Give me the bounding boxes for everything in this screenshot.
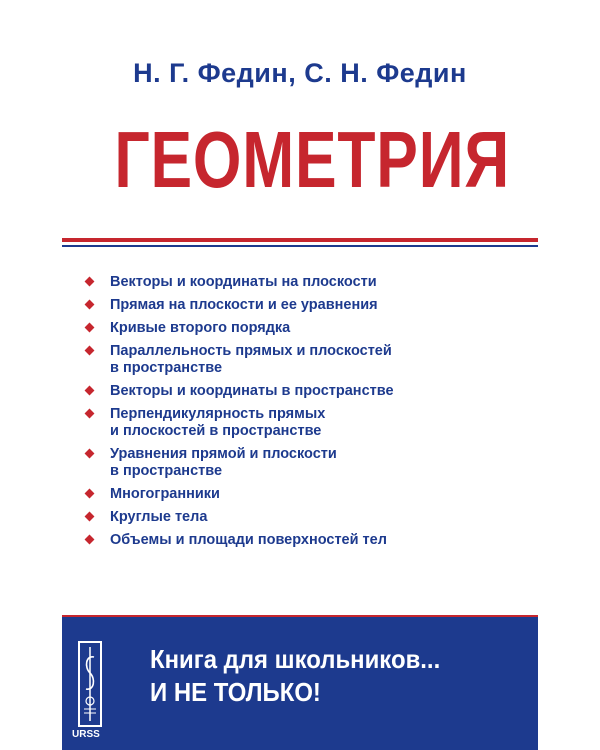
diamond-bullet-icon	[85, 323, 95, 333]
list-item-text: Векторы и координаты на плоскости	[110, 274, 377, 290]
list-item	[84, 297, 524, 314]
diamond-bullet-icon	[85, 449, 95, 459]
authors: Н. Г. Федин, С. Н. Федин	[133, 58, 467, 88]
diamond-bullet-icon	[85, 409, 95, 419]
slogan-line-1: Книга для школьников...	[150, 644, 441, 674]
list-item-text: Кривые второго порядка	[110, 320, 291, 336]
book-title: ГЕОМЕТРИЯ	[114, 115, 510, 204]
slogan	[150, 643, 440, 709]
book-cover	[62, 28, 538, 750]
diamond-bullet-icon	[85, 512, 95, 522]
list-item	[84, 509, 524, 526]
list-item	[84, 486, 524, 503]
list-item	[84, 343, 524, 377]
divider-red	[62, 238, 538, 242]
list-item	[84, 383, 524, 400]
diamond-bullet-icon	[85, 489, 95, 499]
divider-blue	[62, 245, 538, 247]
band-top-rule	[62, 615, 538, 617]
list-item-text: Перпендикулярность прямых и плоскостей в пространстве	[110, 406, 326, 439]
list-item	[84, 446, 524, 480]
diamond-bullet-icon	[85, 300, 95, 310]
publisher-logo-icon	[78, 641, 102, 727]
list-item	[84, 320, 524, 337]
diamond-bullet-icon	[85, 386, 95, 396]
list-item-text: Параллельность прямых и плоскостей в пространстве	[110, 343, 392, 376]
list-item-text: Векторы и координаты в пространстве	[110, 383, 394, 399]
diamond-bullet-icon	[85, 346, 95, 356]
list-item	[84, 532, 524, 549]
list-item-text: Многогранники	[110, 486, 220, 502]
diamond-bullet-icon	[85, 277, 95, 287]
slogan-line-2: И НЕ ТОЛЬКО!	[150, 677, 321, 707]
list-item	[84, 406, 524, 440]
contents-list	[84, 274, 524, 555]
diamond-bullet-icon	[85, 535, 95, 545]
list-item-text: Уравнения прямой и плоскости в пространстве	[110, 446, 337, 479]
list-item-text: Объемы и площади поверхностей тел	[110, 532, 387, 548]
list-item-text: Круглые тела	[110, 509, 208, 525]
publisher-name: URSS	[72, 729, 100, 740]
bottom-band	[62, 615, 538, 750]
list-item	[84, 274, 524, 291]
list-item-text: Прямая на плоскости и ее уравнения	[110, 297, 378, 313]
